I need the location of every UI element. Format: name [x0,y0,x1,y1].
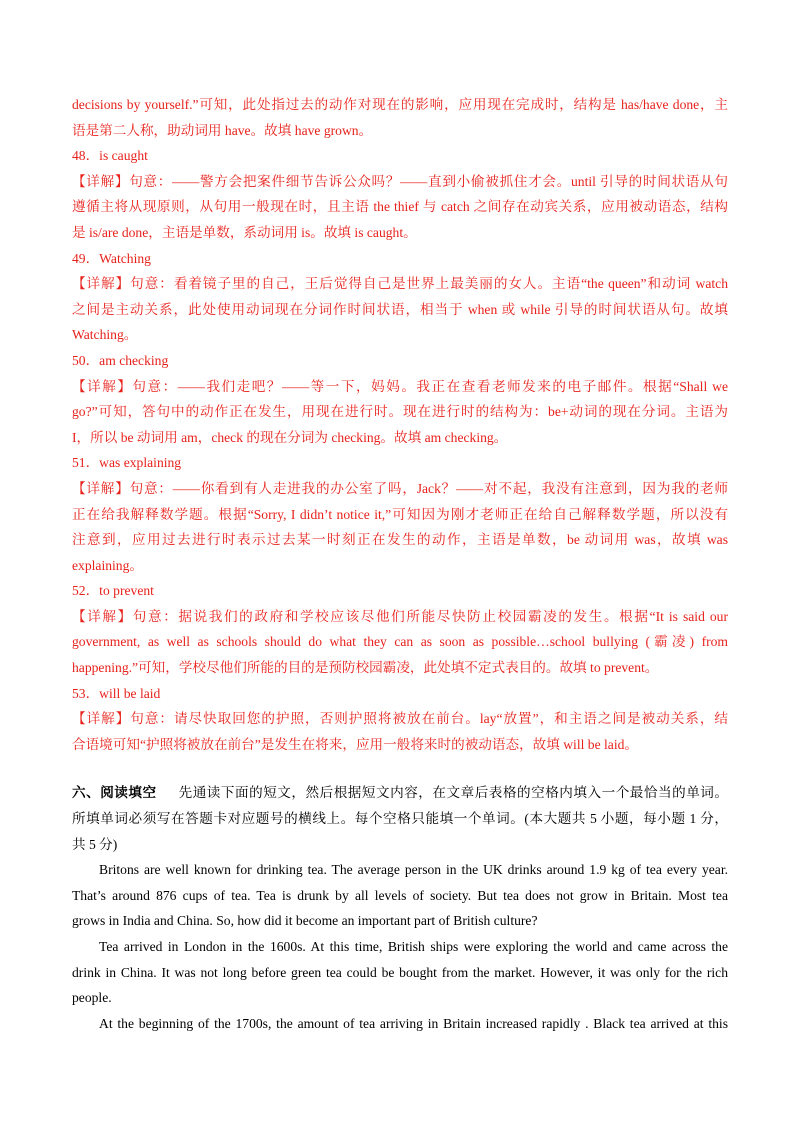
answer-detail-line: 是 is/are done，主语是单数，系动词用 is。故填 is caught。 [72,224,417,240]
section-instruction-line: 共 5 分) [72,836,118,852]
answer-detail-line: 之间是主动关系，此处使用动词现在分词作时间状语，相当于 when 或 while 引导的时间状语从句。故填 [72,301,728,317]
passage-line: people. [72,990,112,1006]
passage-paragraph [72,934,728,1011]
reading-passage [72,857,728,1036]
answer-intro [72,92,728,143]
passage-line: grows in India and China. So, how did it become an important part of British culture? [72,913,538,929]
answer-detail-line: 【详解】句意：看着镜子里的自己，王后觉得自己是世界上最美丽的女人。主语“the queen”和动词 watch [72,276,728,292]
answer-number: 53．will be laid [72,685,161,701]
document-page [72,92,728,1036]
answer-detail-line: 合语境可知“护照将被放在前台”是发生在将来，应用一般将来时的被动语态，故填 will be laid。 [72,736,638,752]
answer-detail-line: 遵循主将从现原则，从句用一般现在时，且主语 the thief 与 catch 之间存在动宾关系，应用被动语态，结构 [72,199,728,215]
answer-detail-line: 注意到，应用过去进行时表示过去某一时刻正在发生的动作，主语是单数，be 动词用 was，故填 was [72,532,728,548]
answer-item-53 [72,681,728,758]
section-reading-fill [72,780,728,857]
answer-item-50 [72,348,728,450]
answer-detail-line: Watching。 [72,327,138,343]
passage-line: Tea arrived in London in the 1600s. At this time, British ships were exploring the world and came across the [99,939,728,954]
answer-detail-line: 【详解】句意：请尽快取回您的护照，否则护照将被放在前台。lay“放置”，和主语之间是被动关系，结 [72,711,728,727]
answer-item-51 [72,450,728,578]
answer-number: 50．am checking [72,352,169,368]
passage-line: That’s around 876 cups of tea. Tea is drunk by all levels of society. But tea does not grow in Britain. Most tea [72,887,728,903]
passage-line: At the beginning of the 1700s, the amount of tea arriving in Britain increased rapidly . Black tea arrived at this [99,1015,728,1031]
answer-detail-line: government, as well as schools should do what they can as soon as possible…school bullying (霸凌) from [72,634,728,650]
answer-intro-line: 语是第二人称，助动词用 have。故填 have grown。 [72,122,373,138]
answer-item-49 [72,246,728,348]
passage-paragraph [72,857,728,934]
answer-number: 51．was explaining [72,455,182,471]
passage-line: drink in China. It was not long before green tea could be bought from the market. However, it was only for the rich [72,964,728,980]
answer-detail-line: go?”可知，答句中的动作正在发生，用现在进行时。现在进行时的结构为：be+动词的现在分词。主语为 [72,404,728,420]
answer-detail-line: I，所以 be 动词用 am，check 的现在分词为 checking。故填 am checking。 [72,429,508,445]
section-instruction-line: 所填单词必须写在答题卡对应题号的横线上。每个空格只能填一个单词。(本大题共 5 小题，每小题 1 分， [72,811,728,827]
answer-detail-line: 【详解】句意：——你看到有人走进我的办公室了吗，Jack？——对不起，我没有注意到，因为我的老师 [72,480,728,496]
answer-detail-line: 【详解】句意：据说我们的政府和学校应该尽他们所能尽快防止校园霸凌的发生。根据“It is said our [72,608,728,624]
section-instruction-text: 先通读下面的短文，然后根据短文内容，在文章后表格的空格内填入一个最恰当的单词。 [178,785,729,801]
answer-intro-line: decisions by yourself.”可知，此处指过去的动作对现在的影响，应用现在完成时，结构是 has/have done，主 [72,97,728,112]
passage-line: Britons are well known for drinking tea. The average person in the UK drinks around 1.9 kg of tea every year. [99,862,728,878]
answer-number: 48．is caught [72,148,148,164]
answer-detail-line: 【详解】句意：——警方会把案件细节告诉公众吗？——直到小偷被抓住才会。until 引导的时间状语从句 [72,173,728,189]
answer-item-48 [72,143,728,245]
section-spacer [72,757,728,780]
answer-detail-line: 【详解】句意：——我们走吧？——等一下，妈妈。我正在查看老师发来的电子邮件。根据“Shall we [72,378,728,394]
answer-item-52 [72,578,728,680]
section-title: 六、阅读填空 [72,785,157,801]
answer-number: 49．Watching [72,250,151,266]
answer-detail-line: explaining。 [72,557,143,573]
answer-number: 52．to prevent [72,583,154,599]
answer-detail-line: happening.”可知，学校尽他们所能的目的是预防校园霸凌，此处填不定式表目的。故填 to prevent。 [72,660,659,676]
answer-detail-line: 正在给我解释数学题。根据“Sorry, I didn’t notice it,”可知因为刚才老师正在给自己解释数学题，所以没有 [72,506,728,522]
section-instruction-line [72,780,728,806]
passage-paragraph [72,1011,728,1037]
